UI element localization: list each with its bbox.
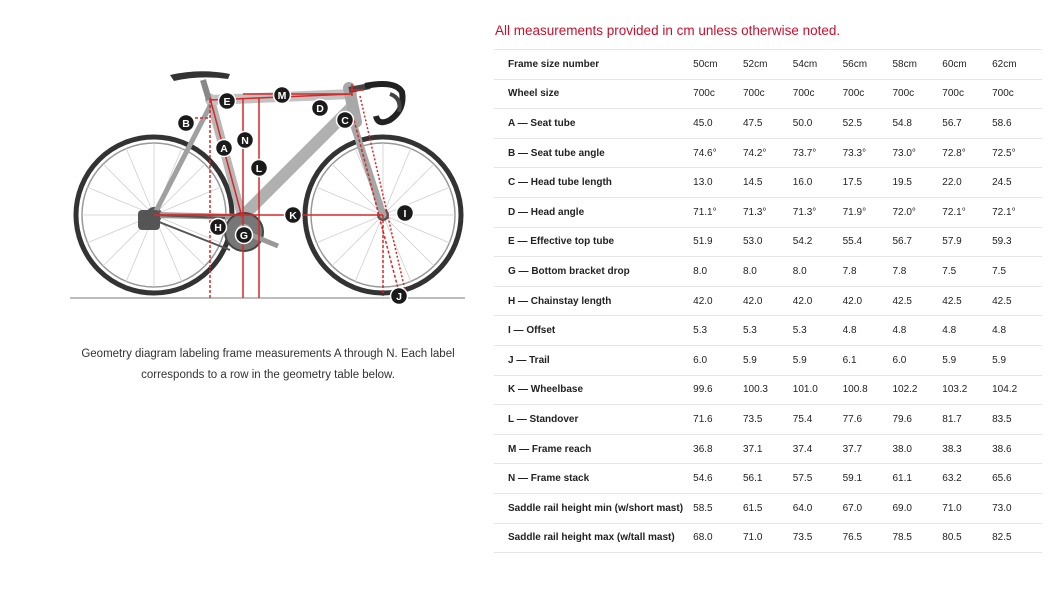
table-cell: 4.8 xyxy=(992,316,1042,346)
table-cell: 72.1° xyxy=(942,197,992,227)
table-cell: 71.3° xyxy=(793,197,843,227)
table-row xyxy=(494,50,1042,80)
table-cell: 54.6 xyxy=(693,464,743,494)
table-cell: 102.2 xyxy=(892,375,942,405)
row-label: H — Chainstay length xyxy=(494,286,693,316)
table-cell: 38.0 xyxy=(892,434,942,464)
table-cell: 42.0 xyxy=(793,286,843,316)
geometry-table xyxy=(494,49,1042,553)
table-row xyxy=(494,168,1042,198)
table-cell: 5.3 xyxy=(743,316,793,346)
table-cell: 37.1 xyxy=(743,434,793,464)
table-cell: 700c xyxy=(942,79,992,109)
handlebar xyxy=(365,84,403,122)
table-cell: 72.5° xyxy=(992,138,1042,168)
table-cell: 7.5 xyxy=(942,257,992,287)
table-cell: 61.5 xyxy=(743,493,793,523)
table-cell: 57.5 xyxy=(793,464,843,494)
table-cell: 74.6° xyxy=(693,138,743,168)
table-row xyxy=(494,109,1042,139)
table-cell: 52cm xyxy=(743,50,793,80)
table-cell: 73.0 xyxy=(992,493,1042,523)
row-label: A — Seat tube xyxy=(494,109,693,139)
marker-i xyxy=(397,205,414,222)
table-row xyxy=(494,197,1042,227)
marker-label: A xyxy=(220,143,228,155)
table-cell: 47.5 xyxy=(743,109,793,139)
table-cell: 37.7 xyxy=(843,434,893,464)
table-cell: 38.6 xyxy=(992,434,1042,464)
table-cell: 45.0 xyxy=(693,109,743,139)
marker-label: H xyxy=(214,222,222,234)
table-cell: 77.6 xyxy=(843,405,893,435)
row-label: L — Standover xyxy=(494,405,693,435)
diagram-caption: Geometry diagram labeling frame measurements A through N. Each label corresponds to a row in the geometry table below. xyxy=(81,348,455,381)
table-cell: 72.1° xyxy=(992,197,1042,227)
table-cell: 101.0 xyxy=(793,375,843,405)
marker-label: I xyxy=(403,208,407,220)
measurement-note: All measurements provided in cm unless otherwise noted. xyxy=(495,23,841,38)
table-cell: 5.9 xyxy=(942,345,992,375)
table-cell: 99.6 xyxy=(693,375,743,405)
table-cell: 58cm xyxy=(892,50,942,80)
table-cell: 74.2° xyxy=(743,138,793,168)
table-cell: 7.8 xyxy=(843,257,893,287)
table-cell: 79.6 xyxy=(892,405,942,435)
table-cell: 71.0 xyxy=(743,523,793,553)
marker-label: M xyxy=(277,90,287,102)
table-cell: 73.0° xyxy=(892,138,942,168)
table-cell: 73.5 xyxy=(743,405,793,435)
table-cell: 6.0 xyxy=(693,345,743,375)
table-cell: 16.0 xyxy=(793,168,843,198)
row-label: D — Head angle xyxy=(494,197,693,227)
table-cell: 76.5 xyxy=(843,523,893,553)
table-cell: 71.6 xyxy=(693,405,743,435)
table-cell: 104.2 xyxy=(992,375,1042,405)
table-cell: 700c xyxy=(992,79,1042,109)
table-cell: 71.3° xyxy=(743,197,793,227)
table-cell: 69.0 xyxy=(892,493,942,523)
marker-label: L xyxy=(255,163,263,175)
table-cell: 5.9 xyxy=(992,345,1042,375)
table-cell: 42.5 xyxy=(992,286,1042,316)
table-cell: 54.2 xyxy=(793,227,843,257)
table-cell: 75.4 xyxy=(793,405,843,435)
table-row xyxy=(494,138,1042,168)
table-cell: 56.1 xyxy=(743,464,793,494)
marker-label: D xyxy=(316,103,324,115)
table-cell: 81.7 xyxy=(942,405,992,435)
table-cell: 700c xyxy=(693,79,743,109)
table-row xyxy=(494,257,1042,287)
marker-m xyxy=(274,87,291,104)
table-cell: 71.1° xyxy=(693,197,743,227)
table-cell: 71.0 xyxy=(942,493,992,523)
table-cell: 103.2 xyxy=(942,375,992,405)
table-cell: 63.2 xyxy=(942,464,992,494)
row-label: B — Seat tube angle xyxy=(494,138,693,168)
table-cell: 14.5 xyxy=(743,168,793,198)
table-cell: 13.0 xyxy=(693,168,743,198)
bike-illustration xyxy=(60,60,475,320)
marker-j xyxy=(391,288,408,305)
table-cell: 4.8 xyxy=(843,316,893,346)
table-row xyxy=(494,227,1042,257)
table-cell: 73.7° xyxy=(793,138,843,168)
table-cell: 19.5 xyxy=(892,168,942,198)
marker-d xyxy=(312,100,329,117)
row-label: Saddle rail height min (w/short mast) xyxy=(494,493,693,523)
table-cell: 5.3 xyxy=(793,316,843,346)
row-label: Wheel size xyxy=(494,79,693,109)
marker-e xyxy=(219,93,236,110)
table-row xyxy=(494,316,1042,346)
table-cell: 5.9 xyxy=(743,345,793,375)
marker-label: E xyxy=(223,96,231,108)
marker-g xyxy=(236,227,253,244)
marker-label: K xyxy=(289,210,297,222)
table-cell: 58.6 xyxy=(992,109,1042,139)
table-cell: 8.0 xyxy=(693,257,743,287)
marker-k xyxy=(285,207,302,224)
table-cell: 700c xyxy=(743,79,793,109)
table-cell: 65.6 xyxy=(992,464,1042,494)
row-label: G — Bottom bracket drop xyxy=(494,257,693,287)
table-cell: 42.0 xyxy=(843,286,893,316)
row-label: M — Frame reach xyxy=(494,434,693,464)
table-cell: 42.0 xyxy=(743,286,793,316)
marker-l xyxy=(251,160,268,177)
table-row xyxy=(494,434,1042,464)
table-cell: 82.5 xyxy=(992,523,1042,553)
table-cell: 56.7 xyxy=(892,227,942,257)
table-cell: 24.5 xyxy=(992,168,1042,198)
marker-label: C xyxy=(341,115,349,127)
table-cell: 100.8 xyxy=(843,375,893,405)
table-cell: 52.5 xyxy=(843,109,893,139)
table-cell: 22.0 xyxy=(942,168,992,198)
row-label: C — Head tube length xyxy=(494,168,693,198)
table-cell: 78.5 xyxy=(892,523,942,553)
table-cell: 61.1 xyxy=(892,464,942,494)
row-label: Saddle rail height max (w/tall mast) xyxy=(494,523,693,553)
table-cell: 700c xyxy=(793,79,843,109)
table-cell: 55.4 xyxy=(843,227,893,257)
table-cell: 42.0 xyxy=(693,286,743,316)
table-row xyxy=(494,345,1042,375)
table-row xyxy=(494,79,1042,109)
row-label: K — Wheelbase xyxy=(494,375,693,405)
row-label: N — Frame stack xyxy=(494,464,693,494)
marker-c xyxy=(337,112,354,129)
table-row xyxy=(494,405,1042,435)
table-cell: 56cm xyxy=(843,50,893,80)
table-cell: 80.5 xyxy=(942,523,992,553)
table-cell: 8.0 xyxy=(793,257,843,287)
table-cell: 7.8 xyxy=(892,257,942,287)
table-cell: 8.0 xyxy=(743,257,793,287)
table-row xyxy=(494,523,1042,553)
table-cell: 56.7 xyxy=(942,109,992,139)
table-cell: 38.3 xyxy=(942,434,992,464)
marker-h xyxy=(210,219,227,236)
table-cell: 37.4 xyxy=(793,434,843,464)
table-cell: 4.8 xyxy=(942,316,992,346)
table-cell: 42.5 xyxy=(892,286,942,316)
marker-label: N xyxy=(241,135,249,147)
table-cell: 83.5 xyxy=(992,405,1042,435)
table-row xyxy=(494,375,1042,405)
marker-label: B xyxy=(182,118,190,130)
table-cell: 700c xyxy=(843,79,893,109)
table-cell: 73.5 xyxy=(793,523,843,553)
marker-label: J xyxy=(396,291,402,303)
table-cell: 58.5 xyxy=(693,493,743,523)
seat-post xyxy=(203,80,209,100)
table-cell: 7.5 xyxy=(992,257,1042,287)
geometry-diagram xyxy=(60,60,475,320)
table-row xyxy=(494,464,1042,494)
table-cell: 17.5 xyxy=(843,168,893,198)
table-cell: 72.8° xyxy=(942,138,992,168)
table-cell: 5.9 xyxy=(793,345,843,375)
table-cell: 57.9 xyxy=(942,227,992,257)
table-cell: 59.3 xyxy=(992,227,1042,257)
table-cell: 54cm xyxy=(793,50,843,80)
table-cell: 59.1 xyxy=(843,464,893,494)
table-cell: 54.8 xyxy=(892,109,942,139)
table-cell: 36.8 xyxy=(693,434,743,464)
table-cell: 6.0 xyxy=(892,345,942,375)
table-cell: 42.5 xyxy=(942,286,992,316)
marker-a xyxy=(216,140,233,157)
table-cell: 53.0 xyxy=(743,227,793,257)
table-cell: 700c xyxy=(892,79,942,109)
table-row xyxy=(494,286,1042,316)
marker-label: G xyxy=(239,230,249,242)
table-cell: 64.0 xyxy=(793,493,843,523)
rear-derailleur xyxy=(138,210,160,230)
table-cell: 73.3° xyxy=(843,138,893,168)
saddle xyxy=(170,71,230,81)
table-cell: 71.9° xyxy=(843,197,893,227)
table-cell: 67.0 xyxy=(843,493,893,523)
table-cell: 50cm xyxy=(693,50,743,80)
marker-b xyxy=(178,115,195,132)
row-label: J — Trail xyxy=(494,345,693,375)
table-cell: 72.0° xyxy=(892,197,942,227)
table-cell: 4.8 xyxy=(892,316,942,346)
table-cell: 5.3 xyxy=(693,316,743,346)
table-cell: 68.0 xyxy=(693,523,743,553)
table-cell: 62cm xyxy=(992,50,1042,80)
table-cell: 6.1 xyxy=(843,345,893,375)
row-label: I — Offset xyxy=(494,316,693,346)
marker-n xyxy=(237,132,254,149)
table-cell: 60cm xyxy=(942,50,992,80)
row-label: Frame size number xyxy=(494,50,693,80)
row-label: E — Effective top tube xyxy=(494,227,693,257)
table-cell: 100.3 xyxy=(743,375,793,405)
table-cell: 50.0 xyxy=(793,109,843,139)
table-row xyxy=(494,493,1042,523)
table-cell: 51.9 xyxy=(693,227,743,257)
